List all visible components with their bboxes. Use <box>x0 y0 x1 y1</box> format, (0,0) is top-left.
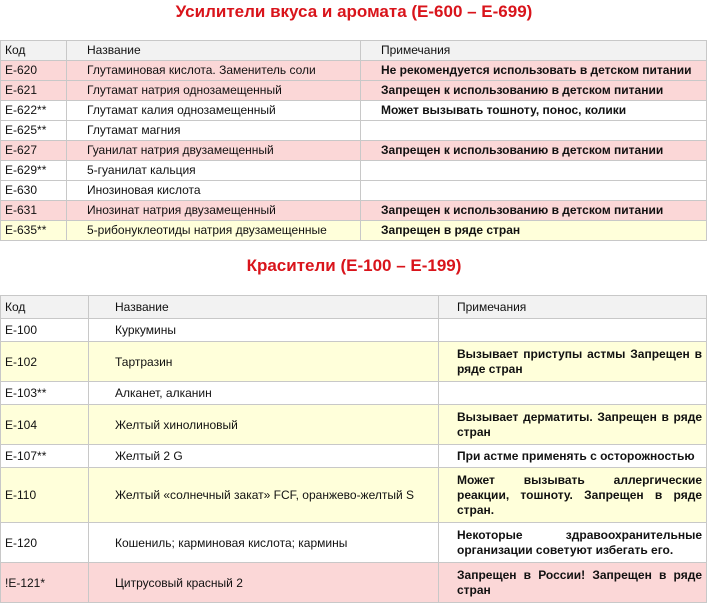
cell-note: Запрещен в России! Запрещен в ряде стран <box>439 563 707 603</box>
table-row <box>1 563 707 603</box>
table-row <box>1 61 707 81</box>
table-row <box>1 221 707 241</box>
table-row <box>1 161 707 181</box>
table-row <box>1 468 707 523</box>
table-row <box>1 181 707 201</box>
cell-note: Запрещен к использованию в детском питании <box>361 141 707 161</box>
cell-note: Запрещен в ряде стран <box>361 221 707 241</box>
table-header-row <box>1 41 707 61</box>
header-notes: Примечания <box>439 296 707 319</box>
cell-note: Может вызывать аллергические реакции, тошноту. Запрещен в ряде стран. <box>439 468 707 523</box>
table-row <box>1 342 707 382</box>
cell-name: Глутаминовая кислота. Заменитель соли <box>67 61 361 81</box>
cell-note <box>361 121 707 141</box>
cell-note: Может вызывать тошноту, понос, колики <box>361 101 707 121</box>
cell-name: 5-гуанилат кальция <box>67 161 361 181</box>
cell-name: Инозиновая кислота <box>67 181 361 201</box>
cell-note: При астме применять с осторожностью <box>439 445 707 468</box>
cell-code: Е-107** <box>1 445 89 468</box>
cell-note: Не рекомендуется использовать в детском питании <box>361 61 707 81</box>
table-row <box>1 201 707 221</box>
cell-name: Глутамат магния <box>67 121 361 141</box>
cell-code: Е-103** <box>1 382 89 405</box>
cell-note <box>361 161 707 181</box>
cell-code: Е-625** <box>1 121 67 141</box>
cell-note: Запрещен к использованию в детском питании <box>361 81 707 101</box>
cell-code: !Е-121* <box>1 563 89 603</box>
table-row <box>1 81 707 101</box>
header-name: Название <box>67 41 361 61</box>
cell-code: Е-629** <box>1 161 67 181</box>
table-header-row <box>1 296 707 319</box>
cell-note <box>439 319 707 342</box>
cell-note <box>439 382 707 405</box>
cell-name: Желтый 2 G <box>89 445 439 468</box>
cell-note: Вызывает приступы астмы Запрещен в ряде стран <box>439 342 707 382</box>
cell-note: Вызывает дерматиты. Запрещен в ряде стран <box>439 405 707 445</box>
cell-name: Тартразин <box>89 342 439 382</box>
cell-code: Е-104 <box>1 405 89 445</box>
cell-note: Некоторые здравоохранительные организации советуют избегать его. <box>439 523 707 563</box>
table-row <box>1 121 707 141</box>
header-code: Код <box>1 296 89 319</box>
cell-code: Е-631 <box>1 201 67 221</box>
cell-code: Е-100 <box>1 319 89 342</box>
cell-name: Глутамат натрия однозамещенный <box>67 81 361 101</box>
cell-note: Запрещен к использованию в детском питании <box>361 201 707 221</box>
cell-name: 5-рибонуклеотиды натрия двузамещенные <box>67 221 361 241</box>
cell-name: Цитрусовый красный 2 <box>89 563 439 603</box>
cell-code: Е-630 <box>1 181 67 201</box>
section-title-flavor-enhancers: Усилители вкуса и аромата (Е-600 – Е-699) <box>175 2 533 21</box>
table-row <box>1 405 707 445</box>
cell-name: Желтый «солнечный закат» FCF, оранжево-желтый S <box>89 468 439 523</box>
section-title-colorants: Красители (Е-100 – Е-199) <box>246 256 462 275</box>
cell-name: Гуанилат натрия двузамещенный <box>67 141 361 161</box>
colorants-table <box>0 295 707 603</box>
table-row <box>1 445 707 468</box>
cell-name: Алканет, алканин <box>89 382 439 405</box>
header-notes: Примечания <box>361 41 707 61</box>
cell-code: Е-620 <box>1 61 67 81</box>
cell-name: Глутамат калия однозамещенный <box>67 101 361 121</box>
cell-code: Е-635** <box>1 221 67 241</box>
cell-name: Куркумины <box>89 319 439 342</box>
table-row <box>1 141 707 161</box>
table-row <box>1 523 707 563</box>
header-name: Название <box>89 296 439 319</box>
cell-note <box>361 181 707 201</box>
cell-code: Е-120 <box>1 523 89 563</box>
table-row <box>1 382 707 405</box>
header-code: Код <box>1 41 67 61</box>
table-row <box>1 101 707 121</box>
cell-name: Кошениль; карминовая кислота; кармины <box>89 523 439 563</box>
cell-name: Желтый хинолиновый <box>89 405 439 445</box>
table-row <box>1 319 707 342</box>
cell-name: Инозинат натрия двузамещенный <box>67 201 361 221</box>
cell-code: Е-102 <box>1 342 89 382</box>
cell-code: Е-627 <box>1 141 67 161</box>
cell-code: Е-110 <box>1 468 89 523</box>
cell-code: Е-621 <box>1 81 67 101</box>
cell-code: Е-622** <box>1 101 67 121</box>
flavor-enhancers-table <box>0 40 707 241</box>
